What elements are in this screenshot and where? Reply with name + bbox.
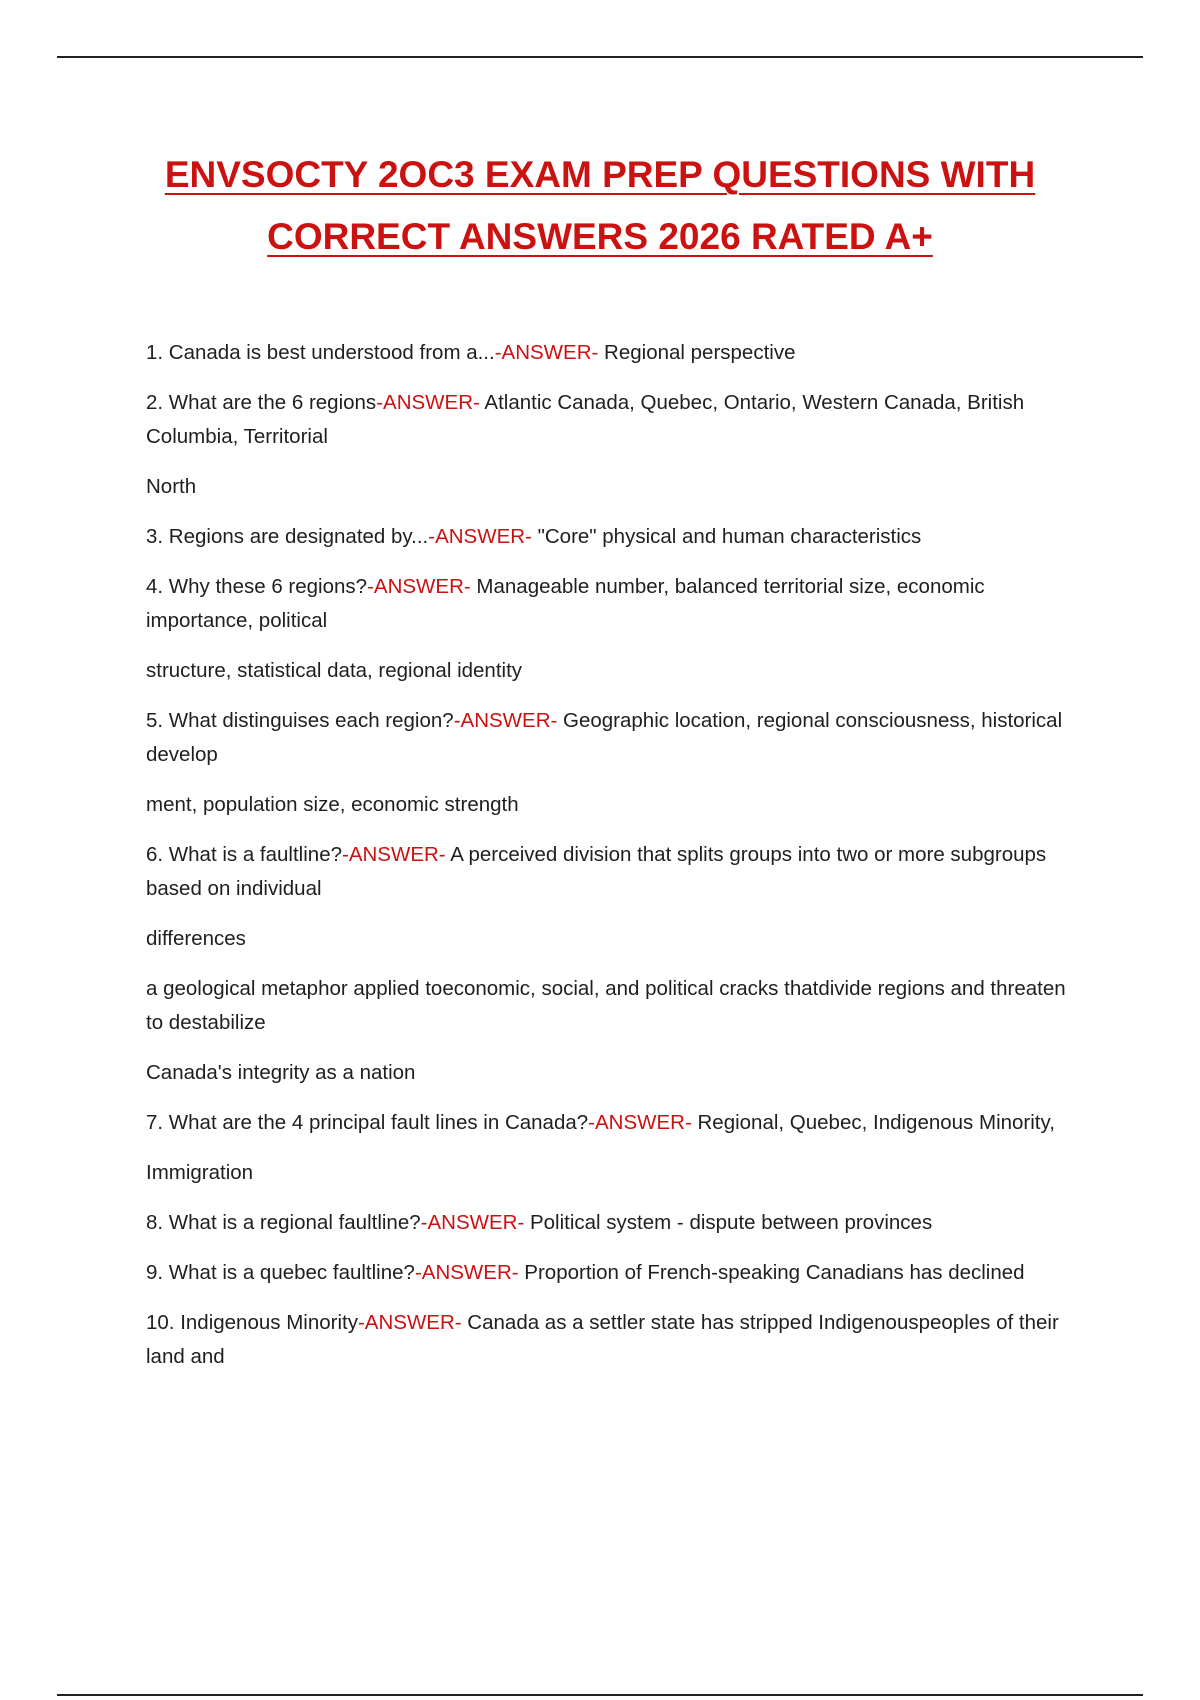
continuation-text: ment, population size, economic strength xyxy=(146,793,519,816)
answer-text: Atlantic Canada, Quebec, Ontario, Western Canada, British Columbia, Territorial xyxy=(146,391,1025,448)
answer-marker: -ANSWER- xyxy=(420,1211,525,1234)
answer-marker: -ANSWER- xyxy=(376,391,480,414)
answer-text: Canada as a settler state has stripped Indigenouspeoples of their land and xyxy=(146,1311,1059,1368)
answer-text: Regional, Quebec, Indigenous Minority, xyxy=(691,1111,1055,1134)
question-text: 4. Why these 6 regions? xyxy=(146,575,368,598)
top-rule xyxy=(57,56,1143,58)
answer-text: "Core" physical and human characteristics xyxy=(531,525,922,548)
question-text: 8. What is a regional faultline? xyxy=(146,1211,421,1234)
title-line-2: CORRECT ANSWERS 2026 RATED A+ xyxy=(267,216,933,257)
answer-marker: -ANSWER- xyxy=(453,709,558,732)
qa-item xyxy=(146,1256,1086,1290)
qa-list xyxy=(146,336,1086,1390)
question-text: 7. What are the 4 principal fault lines in Canada? xyxy=(146,1111,589,1134)
continuation-text: structure, statistical data, regional identity xyxy=(146,659,523,682)
qa-item xyxy=(146,520,1086,554)
answer-marker: -ANSWER- xyxy=(494,341,599,364)
continuation-text: differences xyxy=(146,927,246,950)
answer-marker: -ANSWER- xyxy=(357,1311,462,1334)
answer-marker: -ANSWER- xyxy=(588,1111,692,1134)
continuation-text: Canada's integrity as a nation xyxy=(146,1061,416,1084)
answer-text: Political system - dispute between provinces xyxy=(524,1211,933,1234)
bottom-rule xyxy=(57,1694,1143,1696)
document-title xyxy=(100,144,1100,268)
answer-marker: -ANSWER- xyxy=(414,1261,519,1284)
qa-item xyxy=(146,1106,1086,1140)
qa-item xyxy=(146,1206,1086,1240)
qa-item xyxy=(146,704,1086,772)
answer-text: Geographic location, regional consciousness, historical develop xyxy=(146,709,1063,766)
question-text: 6. What is a faultline? xyxy=(146,843,342,866)
qa-item xyxy=(146,838,1086,906)
answer-marker: -ANSWER- xyxy=(367,575,471,598)
answer-marker: -ANSWER- xyxy=(428,525,532,548)
question-text: 9. What is a quebec faultline? xyxy=(146,1261,415,1284)
title-line-1: ENVSOCTY 2OC3 EXAM PREP QUESTIONS WITH xyxy=(164,154,1036,195)
answer-marker: -ANSWER- xyxy=(342,843,446,866)
answer-text: Regional perspective xyxy=(598,341,796,364)
answer-text: Proportion of French-speaking Canadians has declined xyxy=(518,1261,1025,1284)
continuation-text: Immigration xyxy=(146,1161,254,1184)
answer-text: Manageable number, balanced territorial size, economic importance, political xyxy=(146,575,985,632)
question-text: 2. What are the 6 regions xyxy=(146,391,377,414)
continuation-text: North xyxy=(146,475,197,498)
qa-item xyxy=(146,336,1086,370)
question-text: 1. Canada is best understood from a... xyxy=(146,341,495,364)
question-text: 10. Indigenous Minority xyxy=(146,1311,358,1334)
qa-item xyxy=(146,1306,1086,1374)
question-text: 3. Regions are designated by... xyxy=(146,525,429,548)
answer-text: A perceived division that splits groups into two or more subgroups based on individual xyxy=(146,843,1047,900)
question-text: 5. What distinguises each region? xyxy=(146,709,454,732)
qa-item xyxy=(146,570,1086,638)
qa-item xyxy=(146,386,1086,454)
continuation-text: a geological metaphor applied toeconomic, social, and political cracks thatdivide regions and threaten to destabilize xyxy=(146,977,1066,1034)
